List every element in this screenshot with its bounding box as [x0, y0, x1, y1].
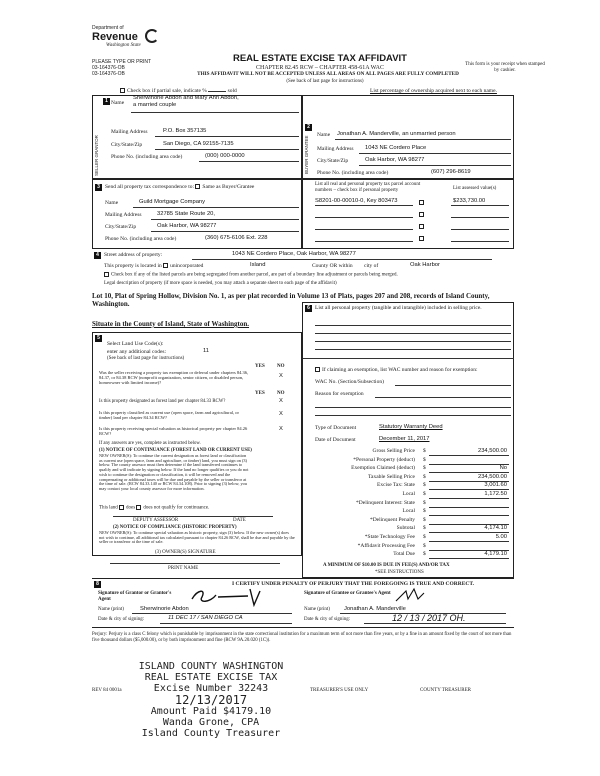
- located-label: This property is located in: [104, 263, 162, 269]
- seller-side-label: SELLER GRANTOR: [94, 135, 99, 176]
- does-not-checkbox[interactable]: [136, 505, 141, 510]
- corr-name-value[interactable]: Guild Mortgage Company: [139, 199, 206, 205]
- q3-text: Is this property classified as current use (open space, farm and agricultural, or timber) land per chapter 84.34 RCW?: [99, 410, 239, 421]
- seller-mailing-label: Mailing Address: [111, 129, 148, 135]
- city-value[interactable]: Oak Harbor: [410, 262, 440, 268]
- buyer-mailing-value[interactable]: 1043 NE Cordero Place: [365, 145, 427, 151]
- tax-row-value[interactable]: 5.00: [495, 533, 507, 540]
- legal-description-label: Legal description of property (if more space is needed, you may attach a separate sheet to each page of the affidavit): [104, 281, 337, 286]
- county-treasurer-label: COUNTY TREASURER: [420, 688, 471, 693]
- tax-row-label: Excise Tax: State: [376, 482, 415, 489]
- tax-row-label: *Delinquent Penalty: [369, 516, 415, 523]
- unincorporated-label: unincorporated: [170, 263, 204, 269]
- instructions-note: (See back of last page for instructions): [286, 79, 364, 84]
- owner-signature-label: (3) OWNER(S) SIGNATURE: [155, 550, 216, 555]
- seller-name-value[interactable]: Sherwinorie Abdon and Mary Ann Abdon, a married couple: [133, 95, 239, 108]
- form-code-1: 03-164376-OB: [92, 64, 125, 71]
- tax-row-label: *Affidavit Processing Fee: [357, 542, 415, 549]
- seller-phone-value[interactable]: (000) 000-0000: [205, 153, 245, 159]
- q3-answer[interactable]: X: [279, 411, 283, 417]
- wac-label: WAC No. (Section/Subsection): [315, 379, 384, 385]
- buyer-mailing-label: Mailing Address: [317, 146, 354, 152]
- personal-property-checkbox-4[interactable]: [419, 236, 424, 241]
- form-title: REAL ESTATE EXCISE TAX AFFIDAVIT: [232, 53, 407, 64]
- buyer-side-label: BUYER GRANTEE: [304, 135, 309, 174]
- tax-row-label: Local: [402, 508, 415, 515]
- tax-row-label: Gross Selling Price: [372, 448, 415, 454]
- tax-row: [313, 508, 509, 517]
- assessed-header: List assessed value(s): [453, 186, 497, 191]
- q4-text: Is this property receiving special valuation as historical property per chapter 84.26 RCW?: [99, 426, 248, 437]
- treasurer-use-label: TREASURER'S USE ONLY: [310, 688, 369, 693]
- tax-row-value[interactable]: 4,179.10: [484, 551, 507, 558]
- seller-section: [92, 95, 302, 179]
- grantee-signature[interactable]: [392, 585, 472, 605]
- seller-city-label: City/State/Zip: [111, 142, 143, 148]
- tax-row-value[interactable]: No: [499, 465, 507, 472]
- grantor-date-label: Date & city of signing:: [98, 617, 145, 622]
- street-section: [92, 251, 514, 289]
- no-header-1: NO: [277, 364, 285, 369]
- tax-row-label: *Delinquent Interest: State: [356, 499, 415, 506]
- form-code-2: 03-164376-OB: [92, 70, 125, 77]
- tax-row-currency: $: [423, 456, 426, 463]
- dept-brand: Revenue: [92, 30, 138, 43]
- see-instructions: *SEE INSTRUCTIONS: [375, 570, 424, 575]
- corr-mailing-label: Mailing Address: [105, 212, 142, 218]
- tax-row: [313, 482, 509, 491]
- does-not-label: does not qualify for continuance.: [143, 505, 210, 511]
- tax-row-currency: $: [423, 448, 426, 454]
- stamp-line-3: Excise Number 32243: [153, 682, 269, 694]
- tax-row-label: Exemption Claimed (deduct): [351, 465, 415, 472]
- ownership-label: List percentage of ownership acquired next to each name.: [370, 88, 497, 94]
- notice1-title: (1) NOTICE OF CONTINUANCE (FOREST LAND OR CURRENT USE): [99, 448, 252, 453]
- grantor-name-value[interactable]: Sherwinorie Abdon: [140, 606, 189, 612]
- dor-logo: [92, 26, 170, 62]
- grantor-signature[interactable]: [188, 585, 298, 607]
- stamp-line-6: Wanda Grone, CPA: [162, 717, 260, 729]
- corr-city-value[interactable]: Oak Harbor, WA 98277: [157, 223, 217, 229]
- tax-row-value[interactable]: 234,500.00: [477, 473, 507, 480]
- corr-mailing-value[interactable]: 32785 State Route 20,: [157, 211, 216, 217]
- unincorporated-checkbox[interactable]: [163, 263, 168, 268]
- tax-row: [313, 448, 509, 457]
- corr-phone-value[interactable]: (360) 675-6106 Ext. 228: [205, 235, 268, 241]
- section-6: [302, 302, 514, 578]
- does-label: does: [126, 505, 136, 511]
- section-number-4: 4: [94, 252, 101, 259]
- tax-row-currency: $: [423, 499, 426, 506]
- rev-number: REV 84 0001a: [92, 688, 122, 693]
- tax-row-underline: [429, 558, 509, 559]
- tax-row: [313, 551, 509, 560]
- tax-row: [313, 543, 509, 552]
- tax-row-label: *Personal Property (deduct): [353, 456, 415, 463]
- tax-row-value[interactable]: 3,001.60: [484, 482, 507, 489]
- date-label: DATE: [233, 518, 246, 523]
- tax-row-currency: $: [423, 551, 426, 558]
- land-use-label: Select Land Use Code(s):: [107, 341, 164, 347]
- section-number-2: 2: [305, 124, 312, 131]
- seller-name-label: Name: [111, 100, 125, 106]
- seller-phone-label: Phone No. (including area code): [111, 154, 183, 160]
- stamp-line-5: Amount Paid $4179.10: [150, 706, 272, 718]
- tax-row-label: Taxable Selling Price: [368, 473, 415, 480]
- section-number-1: 1: [103, 98, 110, 105]
- seller-mailing-value[interactable]: P.O. Box 357135: [163, 128, 207, 134]
- grantor-signature-label: Signature of Grantor or Grantor's Agent: [98, 591, 172, 602]
- corr-name-label: Name: [105, 200, 119, 206]
- doc-type-label: Type of Document: [315, 425, 357, 431]
- buyer-name-label: Name: [317, 132, 331, 138]
- grantee-signature-label: Signature of Grantee or Grantee's Agent: [304, 591, 391, 596]
- correspondence-section: [92, 179, 302, 249]
- section-number-6: 6: [305, 305, 312, 312]
- tax-row-label: Local: [402, 490, 415, 497]
- tax-row: [313, 525, 509, 534]
- print-name-label: PRINT NAME: [168, 566, 199, 571]
- partial-sale-checkbox[interactable]: [120, 88, 125, 93]
- seller-city-value[interactable]: San Diego, CA 92155-7135: [163, 141, 234, 147]
- tax-row: [313, 534, 509, 543]
- stamp-line-4: 12/13/2017: [174, 693, 248, 708]
- tax-row-currency: $: [423, 525, 426, 532]
- partial-sale-label: Check box if partial sale, indicate %: [127, 88, 207, 94]
- deputy-assessor-label: DEPUTY ASSESSOR: [133, 518, 179, 523]
- instructions-yes: If any answers are yes, complete as instructed below.: [99, 441, 201, 446]
- section-8: [92, 578, 514, 628]
- tax-row-label: *State Technology Fee: [364, 533, 415, 540]
- tax-row-label: Total Due: [393, 551, 415, 558]
- doc-date-value[interactable]: December 11, 2017: [379, 436, 430, 442]
- segregated-note: Check box if any of the listed parcels are being segregated from another parcel, are part of a boundary line adjustment or parcels being merged.: [111, 272, 398, 278]
- tax-row: [313, 457, 509, 466]
- tax-row-value[interactable]: 4,174.10: [484, 525, 507, 532]
- q1-text: Was the seller receiving a property tax exemption or deferral under chapters 84.36, 84.37, or 84.38 RCW (nonprofit organization, senior citizen, or disabled person, homeowner with limited income)?: [99, 370, 249, 386]
- corr-city-label: City/State/Zip: [105, 224, 137, 230]
- grantor-name-label: Name (print): [98, 607, 124, 612]
- stamp-line-2: REAL ESTATE EXCISE TAX: [144, 671, 278, 683]
- tax-row-currency: $: [423, 482, 426, 489]
- notice2-body: NEW OWNER(S): To continue special valuation as historic property, sign (3) below. If the new owner(s) does not wish to continue, all additional tax calculated pursuant to chapter 84.26 RCW, shall be due and payable by the seller or transferor at the time of sale.: [99, 530, 295, 545]
- stamp-line-1: ISLAND COUNTY WASHINGTON: [138, 661, 284, 672]
- tax-row: [313, 500, 509, 509]
- personal-property-checkbox-2[interactable]: [419, 212, 424, 217]
- legal-description-value[interactable]: Lot 10, Plat of Spring Hollow, Division No. 1, as per plat recorded in Volume 13 of Plats, pages 207 and 208, records of Island County, Washington.: [92, 292, 490, 309]
- tax-row-label: Subtotal: [396, 525, 415, 532]
- grantee-date-label: Date & city of signing:: [304, 617, 351, 622]
- dept-state: Washington State: [106, 42, 141, 48]
- tax-row: [313, 491, 509, 500]
- swoosh-icon: [145, 29, 159, 43]
- treasurer-stamp: [116, 662, 306, 740]
- q1-answer[interactable]: X: [279, 373, 283, 379]
- tax-row-currency: $: [423, 490, 426, 497]
- tax-row-currency: $: [423, 542, 426, 549]
- doc-type-value[interactable]: Statutory Warranty Deed: [379, 424, 443, 430]
- assessed-value[interactable]: $233,730.00: [453, 198, 486, 204]
- stamp-line-7: Island County Treasurer: [141, 727, 281, 739]
- doc-date-label: Date of Document: [315, 437, 356, 443]
- form-subtitle: CHAPTER 82.45 RCW – CHAPTER 458-61A WAC: [256, 64, 384, 71]
- tax-row: [313, 465, 509, 474]
- tax-row-currency: $: [423, 533, 426, 540]
- yes-header-2: YES: [255, 391, 265, 396]
- buyer-phone-label: Phone No. (including area code): [317, 170, 389, 176]
- q4-answer[interactable]: X: [279, 426, 283, 432]
- section-5: [92, 332, 302, 556]
- grantee-name-value[interactable]: Jonathan A. Manderville: [344, 606, 406, 612]
- tax-row: [313, 474, 509, 483]
- receipt-note: This form is your receipt when stamped by cashier.: [465, 62, 545, 73]
- see-back-label: (See back of last page for instructions): [107, 356, 185, 361]
- additional-codes-value[interactable]: 11: [203, 348, 210, 354]
- tax-rows: [313, 448, 509, 560]
- same-as-buyer-label: Same as Buyer/Grantee: [202, 184, 255, 190]
- dept-line1: Department of: [92, 25, 124, 31]
- corr-phone-label: Phone No. (including area code): [105, 236, 177, 242]
- same-as-buyer-checkbox[interactable]: [195, 184, 200, 189]
- exemption-label: If claiming an exemption, list WAC number and reason for exemption:: [322, 367, 478, 373]
- street-value[interactable]: 1043 NE Cordero Place, Oak Harbor, WA 98277: [232, 251, 356, 257]
- tax-row-currency: $: [423, 465, 426, 472]
- minimum-note: A MINIMUM OF $10.00 IS DUE IN FEE(S) AND/OR TAX: [323, 563, 450, 568]
- grantee-date-value[interactable]: 12 / 13 / 2017 OH.: [392, 613, 466, 623]
- personal-property-checkbox-1[interactable]: [419, 200, 424, 205]
- q2-text: Is this property designated as forest land per chapter 84.33 RCW?: [99, 399, 226, 404]
- buyer-city-value[interactable]: Oak Harbor, WA 98277: [365, 157, 425, 163]
- section-number-8: 8: [94, 581, 101, 588]
- county-label: County OR within: [312, 263, 353, 269]
- segregated-checkbox[interactable]: [104, 272, 109, 277]
- additional-codes-label: enter any additional codes:: [107, 349, 167, 355]
- section-number-3: 3: [95, 184, 102, 191]
- perjury-notice: Perjury: Perjury is a class C felony which is punishable by imprisonment in the state correctional institution for a maximum term of not more than five years, or by a fine in an amount fixed by the court of not more than five thousand dollars ($5,000.00), or by both imprisonment and fine (RCW 9A.20.020 (1C)).: [92, 632, 512, 643]
- grantee-name-label: Name (print): [304, 607, 330, 612]
- notice2-title: (2) NOTICE OF COMPLIANCE (HISTORIC PROPERTY): [113, 525, 237, 530]
- buyer-name-value[interactable]: Jonathan A. Manderville, an unmarried person: [337, 131, 456, 137]
- personal-property-checkbox-3[interactable]: [419, 224, 424, 229]
- tax-row-currency: $: [423, 508, 426, 515]
- street-label: Street address of property:: [104, 252, 163, 258]
- q2-answer[interactable]: X: [279, 398, 283, 404]
- partial-sale-row: [120, 88, 237, 94]
- sold-label: sold: [227, 88, 237, 94]
- buyer-phone-value[interactable]: (607) 296-8619: [431, 169, 471, 175]
- buyer-section: [302, 95, 514, 179]
- yes-header-1: YES: [255, 364, 265, 369]
- exemption-checkbox[interactable]: [315, 367, 320, 372]
- city-of-label: city of: [364, 263, 379, 269]
- parcels-section: [302, 179, 514, 249]
- buyer-city-label: City/State/Zip: [317, 158, 349, 164]
- correspondence-label: Send all property tax correspondence to:: [105, 184, 195, 190]
- certify-statement: I CERTIFY UNDER PENALTY OF PERJURY THAT THE FOREGOING IS TRUE AND CORRECT.: [232, 581, 475, 587]
- no-header-2: NO: [277, 391, 285, 396]
- does-checkbox[interactable]: [119, 505, 124, 510]
- legal-situate-value[interactable]: Situate in the County of Island, State of Washington.: [92, 320, 250, 328]
- tax-row-value[interactable]: 1,172.50: [484, 490, 507, 497]
- reason-label: Reason for exemption: [315, 391, 364, 397]
- parcel-number-value[interactable]: S8201-00-00010-0, Key 803473: [315, 198, 398, 204]
- tax-row-currency: $: [423, 516, 426, 523]
- tax-row: [313, 517, 509, 526]
- notice1-body: NEW OWNER(S): To continue the current designation as forest land or classification as current use (open space, farm and agriculture, or timber) land, you must sign on (3) below. The county assessor must then determine if the land transferred continues to qualify and will indicate by signing below. If the land no longer qualifies or you do not wish to continue the designation or classification, it will be removed and the compensating or additional taxes will be due and payable by the seller or transferor at the time of sale. (RCW 84.33.140 or RCW 84.34.108). Prior to signing (3) below, you may contact your local county assessor for more information.: [99, 453, 249, 492]
- form-warning: THIS AFFIDAVIT WILL NOT BE ACCEPTED UNLESS ALL AREAS ON ALL PAGES ARE FULLY COMPLETED: [197, 71, 459, 77]
- tax-row-currency: $: [423, 473, 426, 480]
- parcels-header: List all real and personal property tax parcel account numbers – check box if personal property: [315, 182, 421, 193]
- section-number-5: 5: [95, 335, 102, 342]
- print-note: PLEASE TYPE OR PRINT: [92, 59, 152, 65]
- tax-row-value[interactable]: 234,500.00: [477, 448, 507, 454]
- land-does-label: This land: [99, 505, 118, 511]
- personal-property-label: List all personal property (tangible and intangible) included in selling price.: [315, 305, 482, 311]
- county-value[interactable]: Island: [250, 262, 266, 268]
- grantor-date-value[interactable]: 11 DEC 17 / SAN DIEGO CA: [168, 615, 243, 621]
